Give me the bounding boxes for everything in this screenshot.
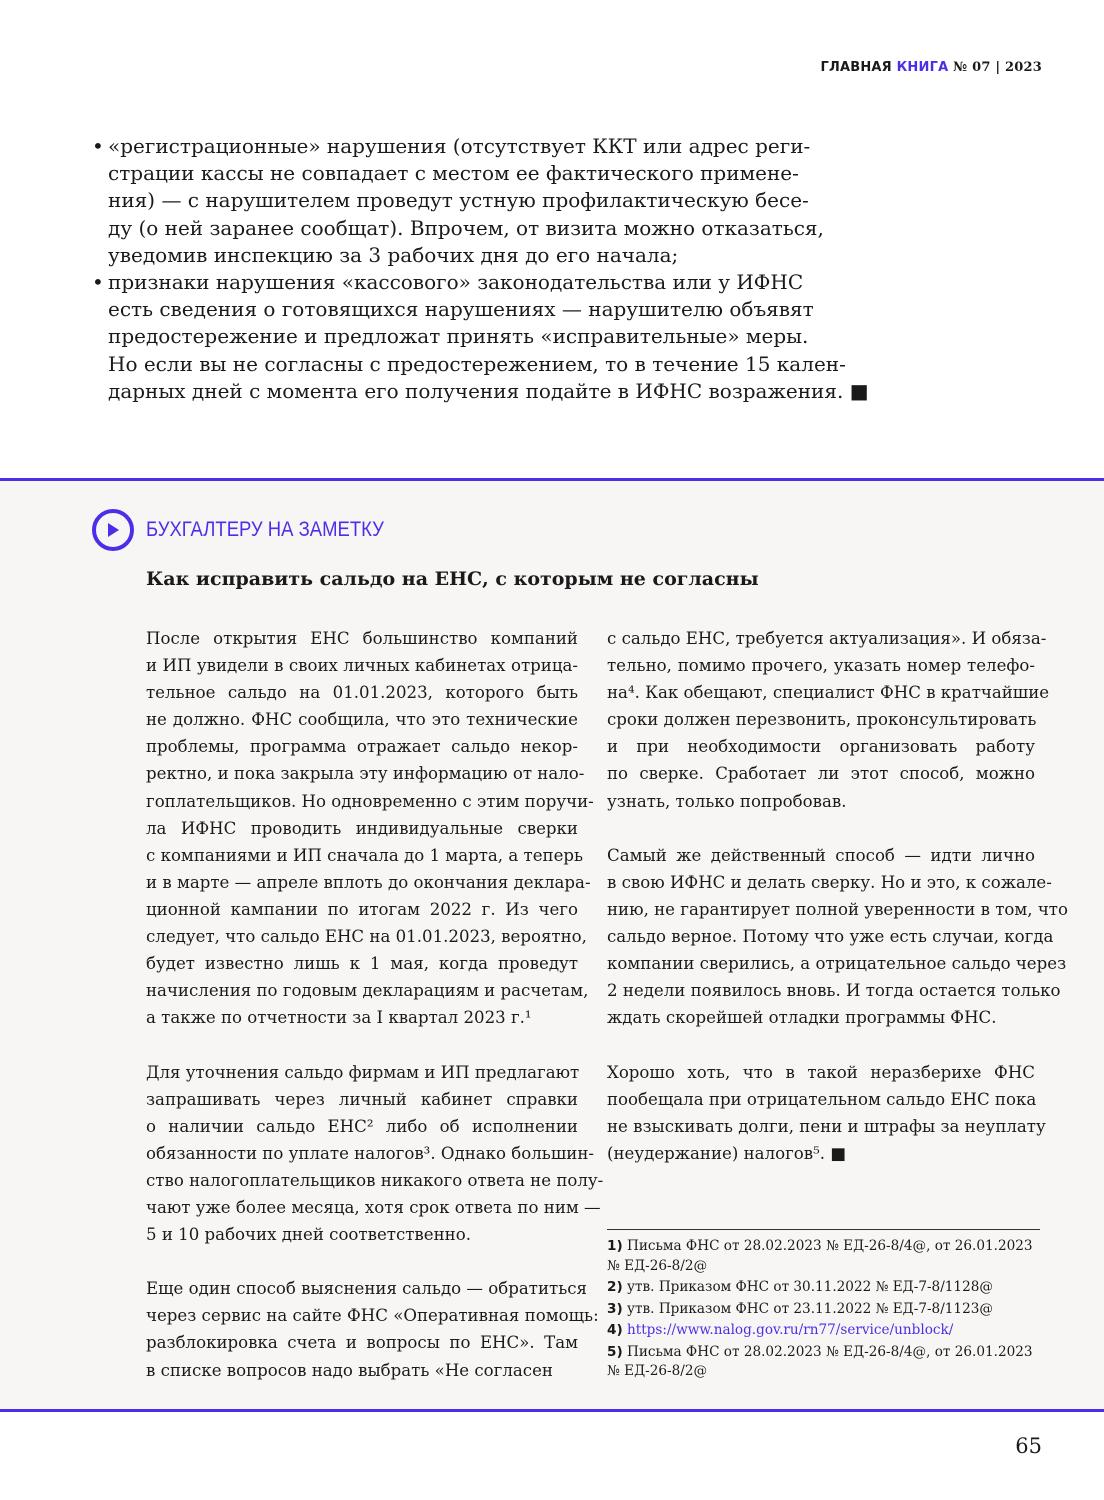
text-line: уведомив инспекцию за 3 рабочих дня до его начала; [108, 242, 679, 267]
text-line: с сальдо ЕНС, требуется актуализация». И обяза- [607, 629, 1047, 648]
text-line: компании сверились, а отрицательное сальдо через [607, 954, 1067, 974]
right-column [607, 625, 1068, 1194]
text-line: не взыскивать долги, пени и штрафы за неуплату [607, 1116, 1046, 1136]
text-line: на⁴. Как обещают, специалист ФНС в кратчайшие [607, 683, 1050, 703]
paragraph [146, 1275, 599, 1383]
bullet-dot: • [92, 270, 104, 295]
footnote-text: утв. Приказом ФНС от 23.11.2022 № ЕД-7-8/1123@ [627, 1300, 993, 1317]
text-line: ционной кампании по итогам 2022 г. Из чего [146, 899, 578, 919]
running-header [820, 60, 1042, 75]
sidebar-note-box [0, 478, 1104, 1412]
text-line: ла ИФНС проводить индивидуальные сверки [146, 818, 578, 838]
brand-name-accent: КНИГА [896, 60, 949, 75]
text-line: через сервис на сайте ФНС «Оперативная помощь: [146, 1306, 599, 1326]
footnote [607, 1321, 1040, 1341]
note-tag [92, 509, 416, 551]
text-line: страции кассы не совпадает с местом ее фактического примене- [108, 161, 799, 186]
text-line: с компаниями и ИП сначала до 1 марта, а теперь [146, 845, 584, 865]
footnote-text: Письма ФНС от 28.02.2023 № ЕД-26-8/4@, от 26.01.2023 № ЕД-26-8/2@ [607, 1343, 1033, 1379]
text-line: сальдо верное. Потому что уже есть случаи, когда [607, 927, 1054, 947]
text-line: следует, что сальдо ЕНС на 01.01.2023, вероятно, [146, 927, 587, 947]
text-line: ждать скорейшей отладки программы ФНС. [607, 1008, 997, 1028]
text-line: чают уже более месяца, хотя срок ответа по ним — [146, 1197, 601, 1217]
paragraph [607, 625, 1050, 815]
text-line: о наличии сальдо ЕНС² либо об исполнении [146, 1116, 578, 1136]
footnote-number: 5) [607, 1343, 623, 1360]
issue-number: № 07 | 2023 [953, 60, 1042, 75]
text-line: пообещала при отрицательном сальдо ЕНС пока [607, 1089, 1037, 1109]
footnote-divider [607, 1229, 1040, 1230]
footnote [607, 1237, 1040, 1276]
play-icon [92, 509, 134, 551]
text-line: После открытия ЕНС большинство компаний [146, 629, 578, 648]
bullet-item [92, 269, 869, 405]
text-line: начисления по годовым декларациям и расчетам, [146, 981, 589, 1001]
text-line: будет известно лишь к 1 мая, когда проведут [146, 954, 578, 974]
footnote-text: утв. Приказом ФНС от 30.11.2022 № ЕД-7-8/1128@ [627, 1279, 993, 1295]
text-line: узнать, только попробовав. [607, 791, 847, 811]
text-line: а также по отчетности за I квартал 2023 г.¹ [146, 1008, 532, 1028]
footnote [607, 1300, 1040, 1320]
footnote-number: 3) [607, 1300, 623, 1317]
text-line: Но если вы не согласны с предостережением, то в течение 15 кален- [108, 351, 846, 376]
text-line: нию, не гарантирует полной уверенности в том, что [607, 899, 1068, 919]
paragraph [146, 625, 594, 1031]
footnote-number: 1) [607, 1238, 623, 1254]
text-line: (неудержание) налогов⁵. ■ [607, 1143, 847, 1163]
text-line: 5 и 10 рабочих дней соответственно. [146, 1225, 471, 1245]
footnote-number: 4) [607, 1322, 623, 1338]
text-line: ния) — с нарушителем проведут устную профилактическую бесе- [108, 188, 809, 213]
text-line: сроки должен перезвонить, проконсультировать [607, 710, 1037, 730]
text-line: есть сведения о готовящихся нарушениях — нарушителю объявят [108, 297, 814, 322]
left-column [146, 625, 604, 1411]
text-line: Для уточнения сальдо фирмам и ИП предлагают [146, 1062, 580, 1082]
text-line: ство налогоплательщиков никакого ответа не полу- [146, 1170, 604, 1190]
page-number: 65 [1015, 1434, 1042, 1458]
text-line: запрашивать через личный кабинет справки [146, 1089, 578, 1109]
text-line: по сверке. Сработает ли этот способ, можно [607, 764, 1035, 784]
bullet-item [92, 133, 824, 269]
text-line: «регистрационные» нарушения (отсутствует ККТ или адрес реги- [108, 134, 811, 158]
text-line: и в марте — апреле вплоть до окончания деклара- [146, 872, 591, 892]
note-title: Как исправить сальдо на ЕНС, с которым не согласны [146, 568, 759, 590]
paragraph [146, 1059, 604, 1249]
brand-name: ГЛАВНАЯ [820, 60, 892, 75]
paragraph [607, 1059, 1046, 1167]
footnote-link[interactable]: https://www.nalog.gov.ru/rn77/service/unblock/ [627, 1322, 954, 1338]
bullet-list [92, 133, 869, 405]
text-line: предостережение и предложат принять «исправительные» меры. [108, 324, 809, 349]
text-line: признаки нарушения «кассового» законодательства или у ИФНС [108, 270, 804, 295]
text-line: тельно, помимо прочего, указать номер телефо- [607, 656, 1035, 676]
text-line: гоплательщиков. Но одновременно с этим поручи- [146, 791, 594, 811]
text-line: Самый же действенный способ — идти лично [607, 845, 1035, 865]
text-line: тельное сальдо на 01.01.2023, которого быть [146, 683, 578, 703]
bullet-dot: • [92, 134, 104, 158]
note-tag-label: БУХГАЛТЕРУ НА ЗАМЕТКУ [146, 518, 384, 541]
footnote-number: 2) [607, 1279, 623, 1295]
text-line: в свою ИФНС и делать сверку. Но и это, к сожале- [607, 872, 1052, 892]
text-line: в списке вопросов надо выбрать «Не согласен [146, 1360, 553, 1380]
text-line: дарных дней с момента его получения подайте в ИФНС возражения. ■ [108, 378, 869, 403]
text-line: Еще один способ выяснения сальдо — обратиться [146, 1279, 588, 1299]
text-line: не должно. ФНС сообщила, что это технические [146, 710, 578, 730]
footnote [607, 1343, 1040, 1382]
text-line: ду (о ней заранее сообщат). Впрочем, от визита можно отказаться, [108, 215, 824, 240]
footnote-text: Письма ФНС от 28.02.2023 № ЕД-26-8/4@, от 26.01.2023 № ЕД-26-8/2@ [607, 1238, 1033, 1274]
text-line: обязанности по уплате налогов³. Однако большин- [146, 1143, 594, 1163]
text-line: и при необходимости организовать работу [607, 737, 1035, 757]
text-line: Хорошо хоть, что в такой неразберихе ФНС [607, 1062, 1035, 1082]
text-line: 2 недели появилось вновь. И тогда остается только [607, 981, 1061, 1001]
text-line: ректно, и пока закрыла эту информацию от нало- [146, 764, 585, 784]
text-line: и ИП увидели в своих личных кабинетах отрица- [146, 656, 578, 676]
footnote [607, 1278, 1040, 1298]
footnotes [607, 1237, 1040, 1384]
text-line: проблемы, программа отражает сальдо некор- [146, 737, 578, 757]
text-line: разблокировка счета и вопросы по ЕНС». Там [146, 1333, 578, 1353]
paragraph [607, 842, 1068, 1032]
